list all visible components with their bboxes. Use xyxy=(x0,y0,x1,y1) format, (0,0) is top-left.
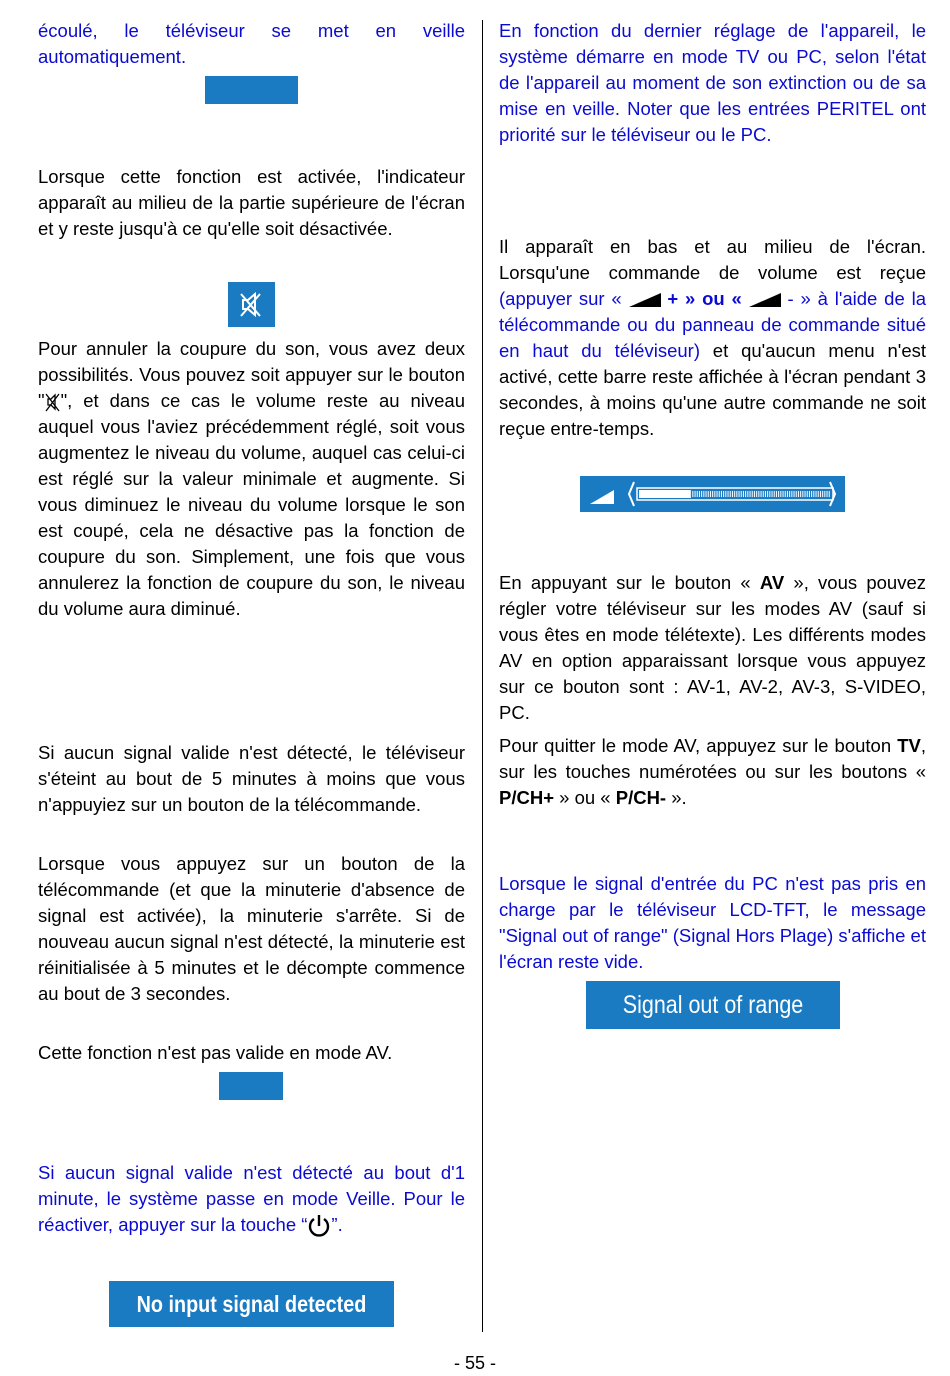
quit-av-pch-plus: P/CH+ xyxy=(499,787,555,808)
paragraph-startup-mode: En fonction du dernier réglage de l'appareil, le système démarre en mode TV ou PC, selon l'état de l'appareil au moment de son extinction ou de sa mise en veille. Noter que les entrées PERITEL ont priorité sur le téléviseur ou le PC. xyxy=(499,20,926,145)
volume-bar-box xyxy=(580,476,845,512)
cancel-mute-text-b: ", et dans ce cas le volume reste au niveau auquel vous l'aviez précédemment réglé, soit vous augmentez le niveau du volume, auquel cas celui-ci est réglé sur la valeur minimale et augmente. Si vous diminuez le niveau du volume lorsque le son est coupé, cela ne désactive pas la fonction de coupure du son. Simplement, une fois que vous annulerez la fonction de coupure du son, le niveau du volume aura diminué. xyxy=(38,390,465,619)
mute-button-icon xyxy=(45,391,61,413)
volume-text-b: (appuyer sur « xyxy=(499,288,629,309)
volume-level-fill xyxy=(639,490,691,498)
osd-blank-box-2 xyxy=(219,1072,283,1100)
volume-text-a: Il apparaît en bas et au milieu de l'écran. Lorsqu'une commande de volume est reçue xyxy=(499,236,926,283)
av-text-b: », vous pouvez régler votre téléviseur sur les modes AV (sauf si vous êtes en mode télétexte). Les différents modes AV en option apparaissant lorsque vous appuyez sur ce bouton sont : AV-1, AV-2, AV-3, S-VIDEO, PC. xyxy=(499,572,926,723)
av-text-a: En appuyant sur le bouton « xyxy=(499,572,760,593)
cancel-mute-text-a: Pour annuler la coupure du son, vous avez deux possibilités. Vous pouvez soit appuyer sur le bouton " xyxy=(38,338,465,411)
paragraph-indicator: Lorsque cette fonction est activée, l'indicateur apparaît au milieu de la partie supérieure de l'écran et y reste jusqu'à ce qu'elle soit désactivée. xyxy=(38,166,465,239)
mute-indicator-box xyxy=(228,282,275,327)
volume-down-ramp-icon xyxy=(749,293,781,307)
signal-out-of-range-box xyxy=(586,981,840,1029)
paragraph-out-of-range: Lorsque le signal d'entrée du PC n'est pas pris en charge par le téléviseur LCD-TFT, le message "Signal out of range" (Signal Hors Plage) s'affiche et l'écran reste vide. xyxy=(499,873,926,972)
no-input-signal-label: No input signal detected xyxy=(136,1291,367,1317)
quit-av-tv: TV xyxy=(897,735,921,756)
paragraph-volume-bar xyxy=(499,234,926,442)
paragraph-no-signal-timer: Si aucun signal valide n'est détecté, le téléviseur s'éteint au bout de 5 minutes à moins que vous n'appuyiez sur un bouton de la télécommande. xyxy=(38,742,465,815)
quit-av-pch-minus: P/CH- xyxy=(615,787,667,808)
mute-speaker-icon xyxy=(228,282,275,327)
volume-text-d: - » à l'aide de la télécommande ou du panneau de commande situé en haut du téléviseur) xyxy=(499,288,926,361)
osd-blank-box-1 xyxy=(205,76,298,104)
volume-text-e: et qu'aucun menu n'est activé, cette barre reste affichée à l'écran pendant 3 secondes, à moins qu'une autre commande ne soit reçue entre-temps. xyxy=(499,340,927,439)
volume-ramp-icon xyxy=(580,476,845,512)
paragraph-cancel-mute xyxy=(38,336,465,622)
column-divider xyxy=(482,20,483,1332)
signal-out-of-range-label: Signal out of range xyxy=(622,991,804,1019)
av-text-bold: AV xyxy=(759,572,785,593)
volume-up-ramp-icon xyxy=(629,293,661,307)
paragraph-not-valid-av: Cette fonction n'est pas valide en mode AV. xyxy=(38,1042,393,1063)
paragraph-quit-av xyxy=(499,733,926,811)
standby-text-a: Si aucun signal valide n'est détecté au bout d'1 minute, le système passe en mode Veille. Pour le réactiver, appuyer sur la touche “ xyxy=(38,1162,465,1235)
volume-text-c: + » ou « xyxy=(660,288,749,309)
page-number: - 55 - xyxy=(453,1353,496,1373)
quit-av-text-a: Pour quitter le mode AV, appuyez sur le bouton xyxy=(499,735,898,756)
paragraph-av-button xyxy=(499,570,926,726)
quit-av-text-c: » ou « xyxy=(554,787,616,808)
paragraph-standby-one-minute xyxy=(38,1160,465,1239)
paragraph-standby-auto: écoulé, le téléviseur se met en veille automatiquement. xyxy=(38,20,465,67)
quit-av-text-b: , sur les touches numérotées ou sur les boutons « xyxy=(499,735,926,782)
power-icon xyxy=(307,1213,331,1239)
quit-av-text-d: ». xyxy=(666,787,687,808)
standby-text-b: ”. xyxy=(331,1214,343,1235)
paragraph-timer-reset: Lorsque vous appuyez sur un bouton de la télécommande (et que la minuterie d'absence de signal est activée), la minuterie s'arrête. Si de nouveau aucun signal n'est détecté, la minuterie est réinitialisée à 5 minutes et le décompte commence au bout de 3 secondes. xyxy=(38,853,465,1004)
no-input-signal-box xyxy=(109,1281,394,1327)
